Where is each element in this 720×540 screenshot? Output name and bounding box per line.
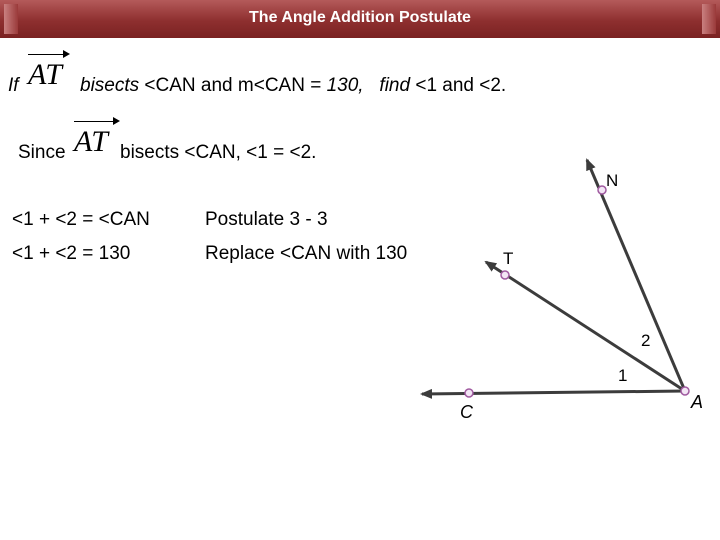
angle-label-1: 1: [618, 366, 628, 385]
step-1-statement: <1 + <2 = <CAN: [12, 209, 150, 230]
label-c: C: [460, 402, 473, 422]
given-angle-text: <CAN and m<CAN =: [144, 75, 327, 96]
point-c: [465, 389, 473, 397]
angle-label-2: 2: [641, 331, 651, 350]
find-text: <1 and <2.: [415, 75, 507, 96]
find-word: find: [379, 75, 411, 96]
step-2-statement: <1 + <2 = 130: [12, 243, 131, 264]
segment-at-given: AT: [28, 58, 62, 91]
label-n: N: [606, 171, 619, 190]
point-t: [501, 271, 509, 279]
ray-at: [486, 262, 685, 391]
label-a: A: [691, 392, 704, 412]
if-word: If: [8, 75, 19, 96]
ray-ac: [422, 391, 685, 394]
label-t: T: [503, 249, 514, 268]
step-1-reason: Postulate 3 - 3: [205, 209, 328, 230]
since-word: Since: [18, 142, 66, 163]
step-2-reason: Replace <CAN with 130: [205, 243, 408, 264]
segment-at-since: AT: [74, 125, 108, 158]
given-angle-value: 130,: [326, 75, 364, 96]
point-a: [681, 387, 689, 395]
point-n: [598, 186, 606, 194]
since-text: bisects <CAN, <1 = <2.: [120, 142, 317, 163]
bisects-word: bisects: [80, 75, 140, 96]
page-title: The Angle Addition Postulate: [249, 9, 471, 26]
